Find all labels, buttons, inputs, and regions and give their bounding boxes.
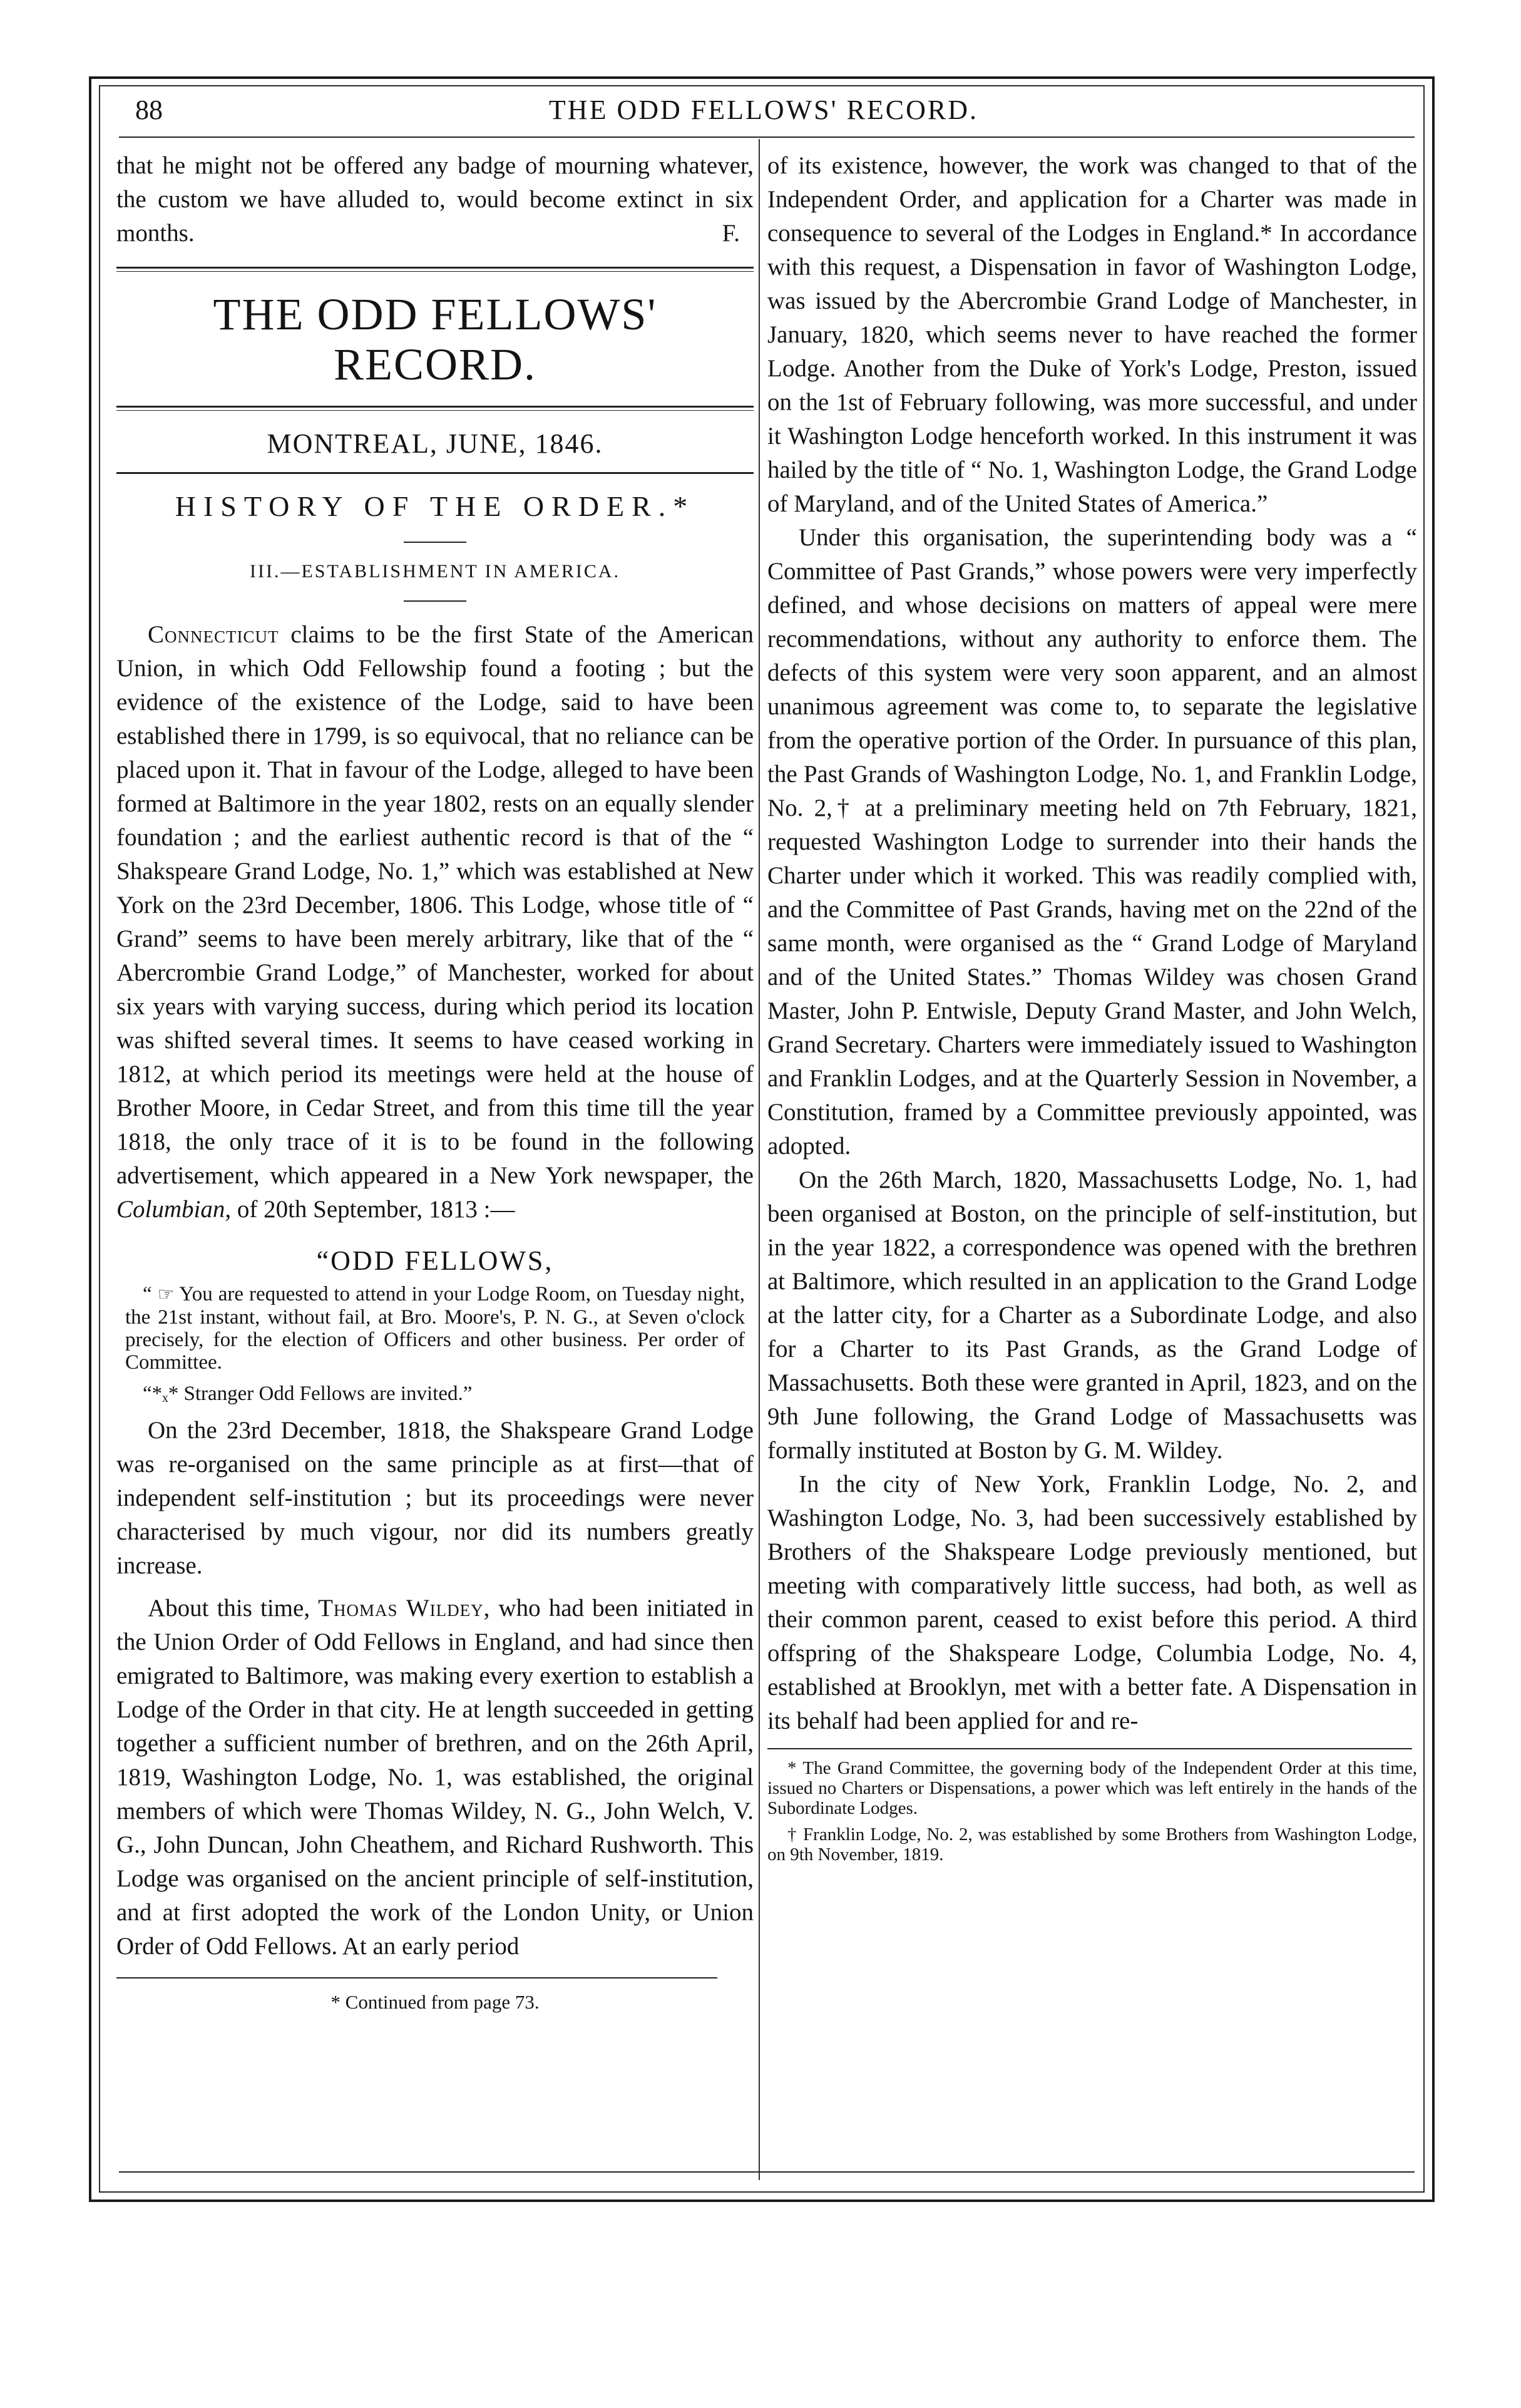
intro-text: that he might not be offered any badge of mourning whatever, the custom we have alluded to, would become extinct in six months. [116, 152, 754, 247]
person-name: Thomas Wildey, [318, 1595, 491, 1622]
paragraph: of its existence, however, the work was changed to that of the Independent Order, and application for a Charter was made in consequence to several of the Lodges in England.* In accordance with this request, a Dispensation in favor of Washington Lodge, was issued by the Abercrombie Grand Lodge of Manchester, in January, 1820, which seems never to have reached the former Lodge. Another from the Duke of York's Lodge, Preston, issued on the 1st of February following, was more successful, and under it Washington Lodge henceforth worked. In this instrument it was hailed by the title of “ No. 1, Washington Lodge, the Grand Lodge of Maryland, and of the United States of America.” [767, 152, 1417, 517]
footnote-rule [767, 1748, 1412, 1749]
paragraph [116, 618, 754, 1227]
section-rule [404, 600, 466, 602]
footnote: * The Grand Committee, the governing body of the Independent Order at this time, issued no Charters or Dispensations, a power which was left entirely in the hands of the Subordinate Lodges. [767, 1758, 1417, 1818]
masthead: THE ODD FELLOWS' RECORD. [213, 289, 657, 389]
right-column [767, 149, 1417, 1871]
footnote: * Continued from page 73. [330, 1991, 540, 2013]
advert-text: You are requested to attend in your Lodge Room, on Tuesday night, the 21st instant, without fail, at Bro. Moore's, P. N. G., at Seven o'clock precisely, for the election of Officers and other business. Per order of Committee. [125, 1283, 745, 1374]
running-head [119, 94, 1408, 131]
page-number: 88 [135, 95, 163, 125]
advert-footer: “*ₓ* Stranger Odd Fellows are invited.” [143, 1382, 473, 1405]
advert-body: “ ☞ You are requested to attend in your Lodge Room, on Tuesday night, the 21st instant, without fail, at Bro. Moore's, P. N. G., at Seven o'clock precisely, for the election of Officers and other business. Per order of Committee. [125, 1283, 745, 1374]
header-rule [119, 136, 1415, 138]
intro-signature: F. [722, 220, 740, 247]
footnotes [767, 1758, 1417, 1865]
column-divider [759, 139, 760, 2180]
masthead-rule-top [116, 267, 754, 272]
section-heading: III.—ESTABLISHMENT IN AMERICA. [249, 561, 621, 582]
bottom-rule [119, 2171, 1415, 2173]
dateline: MONTREAL, JUNE, 1846. [267, 428, 603, 459]
paragraph: On the 26th March, 1820, Massachusetts Lodge, No. 1, had been organised at Boston, on the principle of self-institution, but in the year 1822, a correspondence was opened with the brethren at Baltimore, which resulted in an application to the Grand Lodge at the latter city, for a Charter as a Subordinate Lodge, and also for a Charter to its Past Grands, as the Grand Lodge of Massachusetts. Both these were granted in April, 1823, and on the 9th June following, the Grand Lodge of Massachusetts was formally instituted at Boston by G. M. Wildey. [767, 1166, 1417, 1464]
paragraph-text-end: of 20th September, 1813 :— [231, 1196, 515, 1223]
paragraph-lead: About this time, [148, 1595, 319, 1622]
title-rule [404, 542, 466, 543]
footnote: † Franklin Lodge, No. 2, was established by some Brothers from Washington Lodge, on 9th November, 1819. [767, 1824, 1417, 1865]
advert-title: “ODD FELLOWS, [316, 1245, 554, 1276]
dateline-rule [116, 472, 754, 474]
paragraph-text: claims to be the first State of the American Union, in which Odd Fellowship found a footing ; but the evidence of the existence of the Lodge, said to have been established there in 1799, is so equivocal, that no reliance can be placed upon it. That in favour of the Lodge, alleged to have been formed at Baltimore in the year 1802, rests on an equally slender foundation ; and the earliest authentic record is that of the “ Shakspeare Grand Lodge, No. 1,” which was established at New York on the 23rd December, 1806. This Lodge, whose title of “ Grand” seems to have been merely arbitrary, like that of the “ Abercrombie Grand Lodge,” of Manchester, worked for about six years with varying success, during which period its location was shifted several times. It seems to have ceased working in 1812, at which period its meetings were held at the house of Brother Moore, in Cedar Street, and from this time till the year 1818, the only trace of it is to be found in the following advertisement, which appeared in a New York newspaper, the [116, 621, 754, 1189]
masthead-rule-bottom [116, 406, 754, 411]
left-column [116, 149, 754, 2015]
article-title: HISTORY OF THE ORDER.* [175, 490, 695, 522]
advertisement [125, 1283, 745, 1405]
paragraph [116, 1592, 754, 1963]
newspaper-name: Columbian, [116, 1196, 232, 1223]
paragraph-text: who had been initiated in the Union Order of Odd Fellows in England, and had since then emigrated to Baltimore, was making every exertion to establish a Lodge of the Order in that city. He at length succeeded in getting together a sufficient number of brethren, and on the 26th April, 1819, Washington Lodge, No. 1, was established, the original members of which were Thomas Wildey, N. G., John Welch, V. G., John Duncan, John Cheathem, and Richard Rushworth. This Lodge was organised on the ancient principle of self-institution, and at first adopted the work of the London Unity, or Union Order of Odd Fellows. At an early period [116, 1595, 754, 1960]
intro-paragraph [116, 149, 754, 250]
paragraph: On the 23rd December, 1818, the Shakspeare Grand Lodge was re-organised on the same principle as at first—that of independent self-institution ; but its proceedings were never characterised by much vigour, nor did its numbers greatly increase. [116, 1417, 754, 1579]
paragraph: In the city of New York, Franklin Lodge, No. 2, and Washington Lodge, No. 3, had been successively established by Brothers of the Shakspeare Lodge previously mentioned, but meeting with comparatively little success, had both, as well as their common parent, ceased to exist before this period. A third offspring of the Shakspeare Lodge, Columbia Lodge, No. 4, established at Brooklyn, met with a better fate. A Dispensation in its behalf had been applied for and re- [767, 1471, 1417, 1734]
drop-lead: Connecticut [148, 621, 279, 648]
paragraph: Under this organisation, the superintending body was a “ Committee of Past Grands,” whose powers were very imperfectly defined, and whose decisions on matters of appeal were mere recommendations, without any authority to enforce them. The defects of this system were very soon apparent, and an almost unanimous agreement was come to, to separate the legislative from the operative portion of the Order. In pursuance of this plan, the Past Grands of Washington Lodge, No. 1, and Franklin Lodge, No. 2,† at a preliminary meeting held on 7th February, 1821, requested Washington Lodge to surrender into their hands the Charter under which it worked. This was readily complied with, and the Committee of Past Grands, having met on the 22nd of the same month, were organised as the “ Grand Lodge of Maryland and of the United States.” Thomas Wildey was chosen Grand Master, John P. Entwisle, Deputy Grand Master, and John Welch, Grand Secretary. Charters were immediately issued to Washington and Franklin Lodges, and at the Quarterly Session in November, a Constitution, framed by a Committee previously appointed, was adopted. [767, 524, 1417, 1160]
running-title: THE ODD FELLOWS' RECORD. [548, 95, 979, 125]
footnote-rule [116, 1977, 717, 1978]
pointing-hand-icon: ☞ [157, 1284, 175, 1305]
